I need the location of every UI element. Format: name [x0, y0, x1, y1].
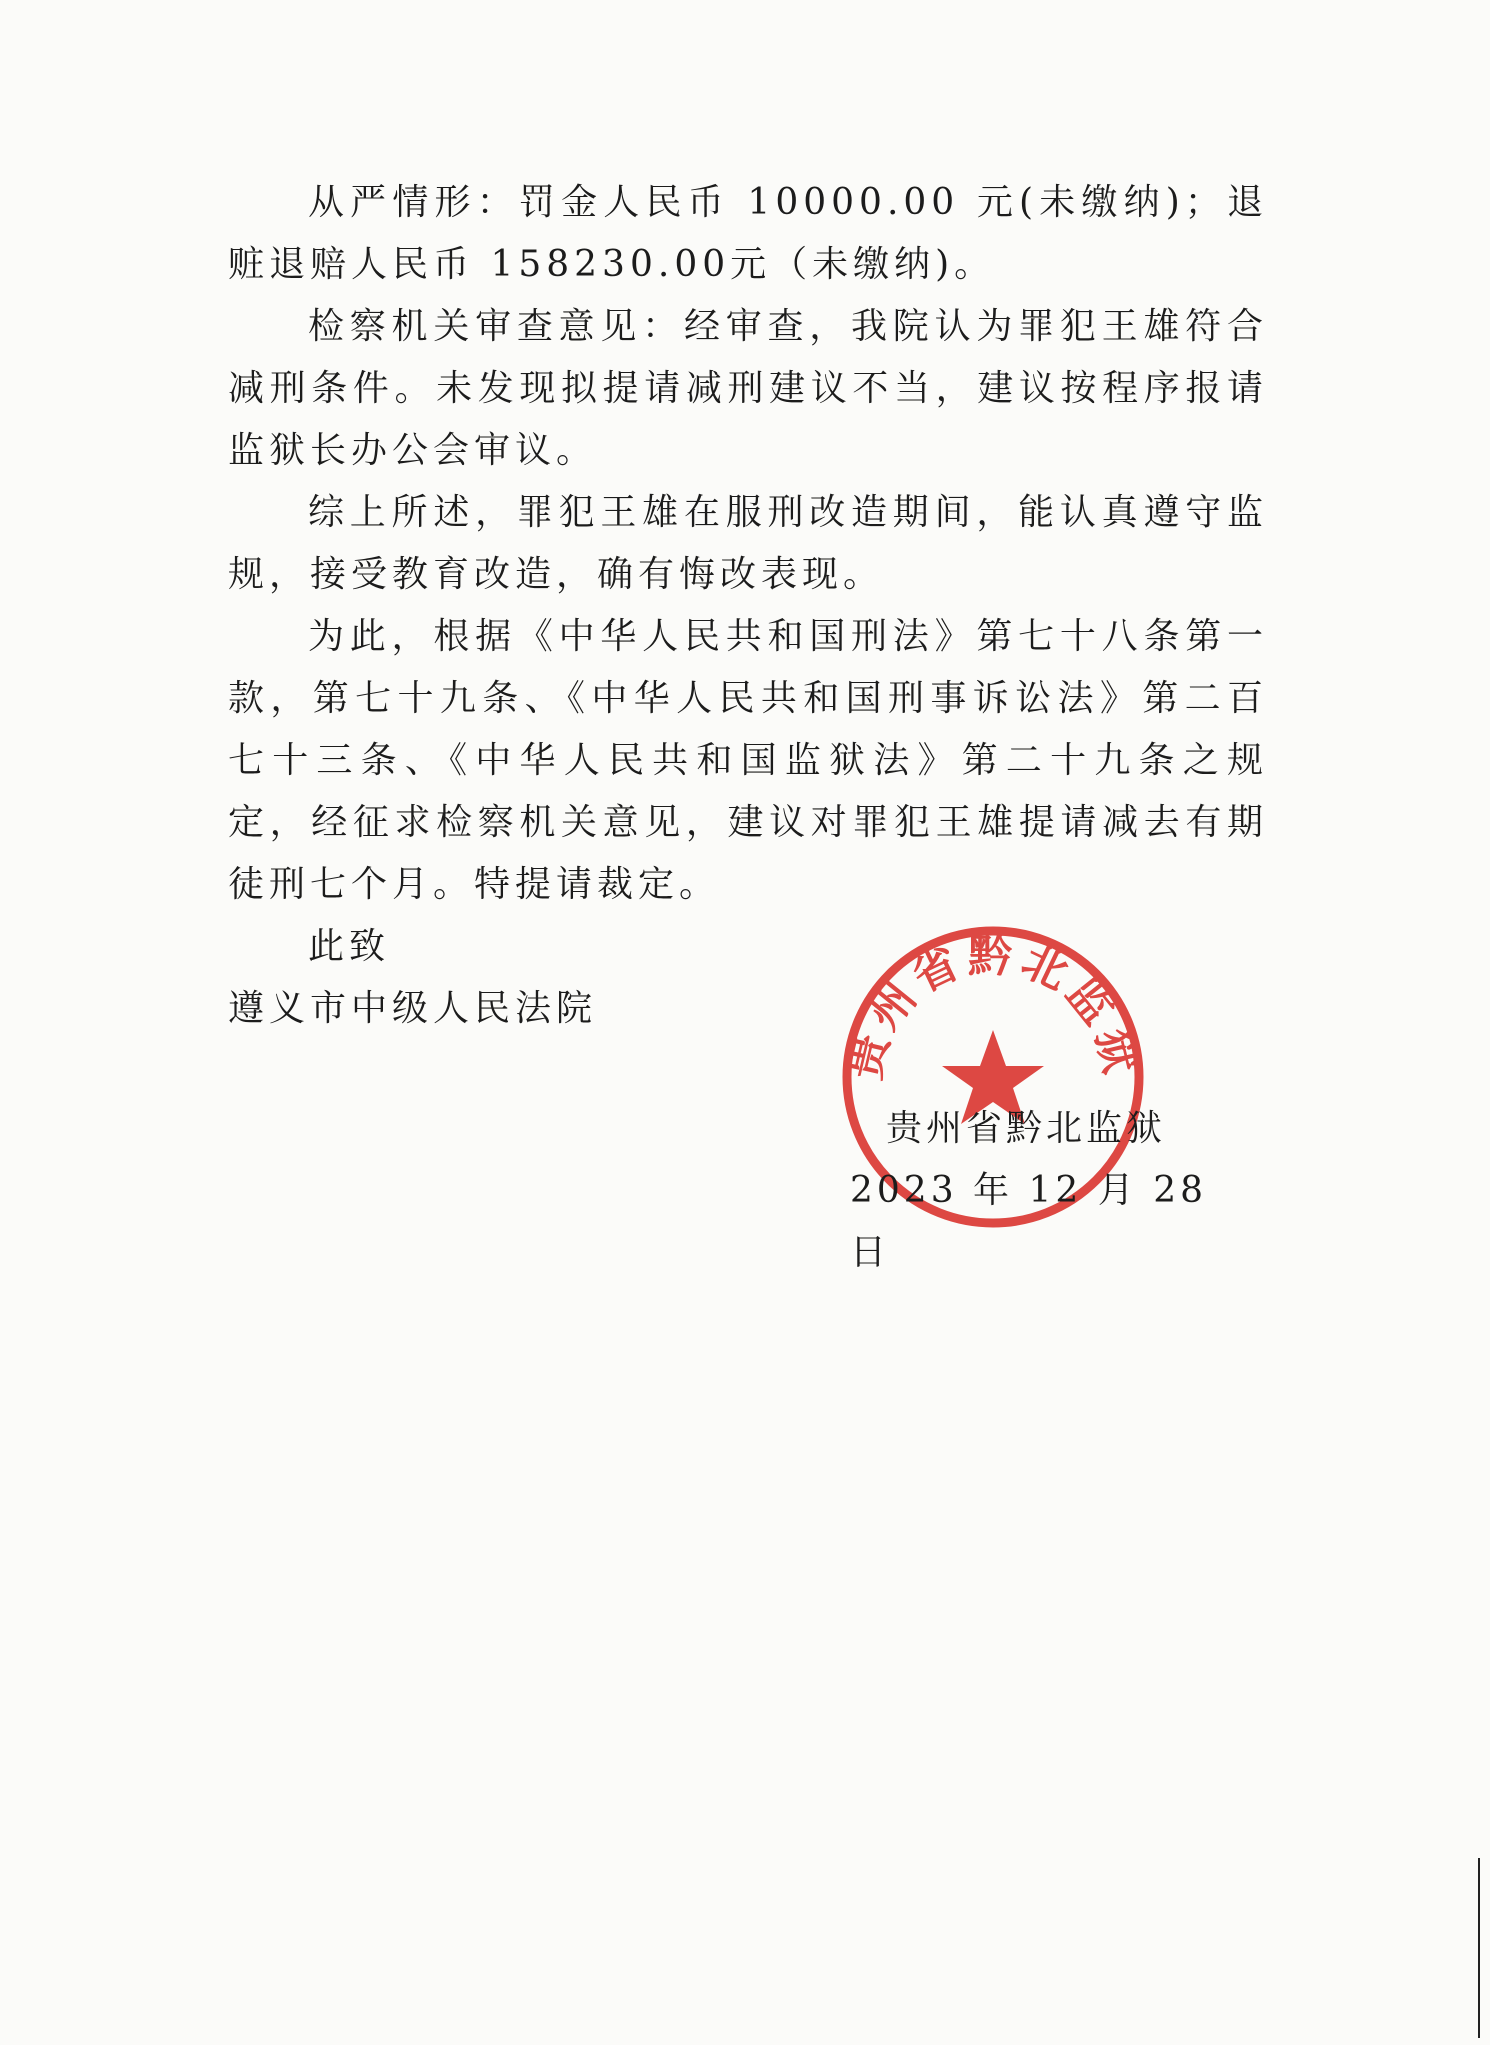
seal-arc-text: 贵州省黔北监狱: [839, 931, 1147, 1085]
recipient-court: 遵义市中级人民法院: [228, 988, 598, 1029]
paragraph-summary: 综上所述，罪犯王雄在服刑改造期间，能认真遵守监规，接受教育改造，确有悔改表现。: [228, 492, 1268, 595]
paragraph-procuratorate-opinion: 检察机关审查意见：经审查，我院认为罪犯王雄符合减刑条件。未发现拟提请减刑建议不当，建议按程序报请监狱长办公会审议。: [228, 306, 1268, 471]
document-body: [228, 172, 1268, 1040]
paragraph-penalty: 从严情形：罚金人民币 10000.00 元(未缴纳)；退赃退赔人民币 158230.00元（未缴纳)。: [228, 182, 1268, 285]
paragraph-legal-basis: 为此，根据《中华人民共和国刑法》第七十八条第一款，第七十九条、《中华人民共和国刑事诉讼法》第二百七十三条、《中华人民共和国监狱法》第二十九条之规定，经征求检察机关意见，建议对罪犯王雄提请减去有期徒刑七个月。特提请裁定。: [228, 616, 1268, 905]
scan-edge-mark: [1478, 1858, 1480, 2038]
closing-salutation: 此致: [308, 926, 391, 967]
signature-block: [850, 1098, 1210, 1284]
signature-date: 2023 年 12 月 28 日: [850, 1170, 1208, 1273]
signature-org: 贵州省黔北监狱: [886, 1108, 1167, 1149]
